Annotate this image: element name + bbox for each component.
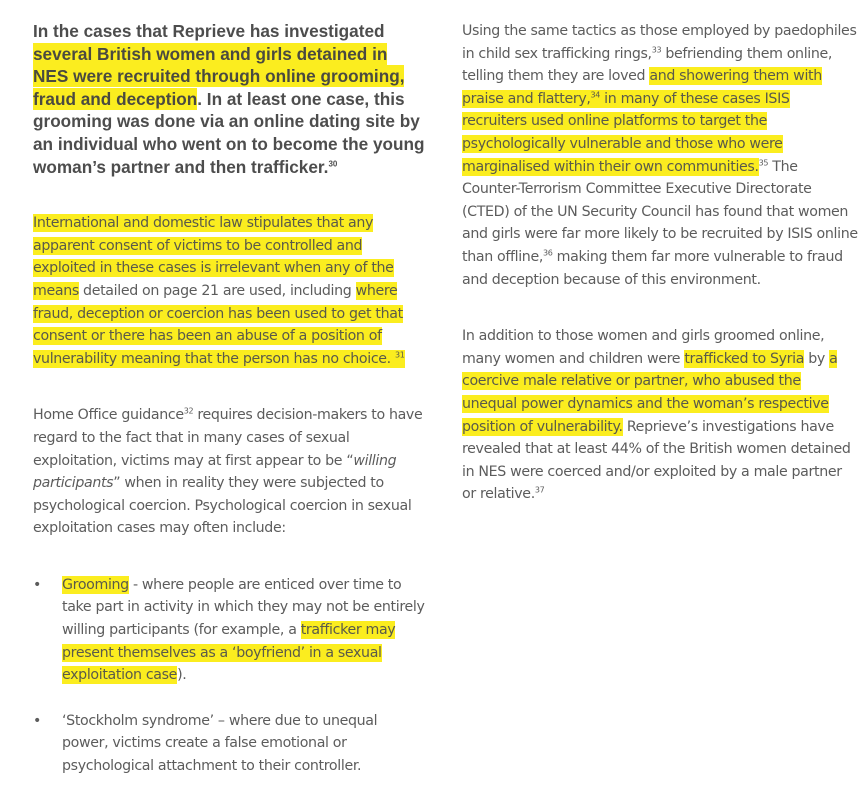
guidance-emphasis: willing participants: [33, 452, 397, 492]
consent-paragraph: [33, 212, 425, 370]
guidance-text-end: ” when in reality they were subjected to psychological coercion. Psychological coercion in sexual exploitation cases may often include:: [33, 475, 412, 537]
footnote-ref: 36: [542, 248, 553, 258]
coercion-list: [33, 574, 425, 778]
list-item: [33, 710, 425, 778]
cted-text: The Counter-Terrorism Committee Executive Directorate (CTED) of the UN Security Council has found that women and girls were far more likely to be recruited by ISIS online than offline,: [462, 158, 858, 265]
cted-text-end: making them far more vulnerable to fraud and deception because of this environment.: [462, 248, 843, 288]
footnote-ref: 35: [758, 157, 769, 167]
platforms-highlight: in many of these cases ISIS recruiters used online platforms to target the psychologically vulnerable and those who were marginalised within their own communities.: [462, 90, 790, 175]
trafficked-text-start: In addition to those women and girls groomed online, many women and children were: [462, 328, 825, 367]
lead-paragraph: [33, 20, 425, 178]
guidance-paragraph: [33, 404, 425, 540]
guidance-text-mid: requires decision-makers to have regard to the fact that in many cases of sexual exploitation, victims may at first appear to be “: [33, 407, 423, 469]
tactics-text-mid: befriending them online, telling them they are loved: [462, 45, 833, 85]
consent-highlight-2: where fraud, deception or coercion has been used to get that consent or there has been an abuse of a position of vulnerability meaning that the person has no choice.: [33, 282, 403, 367]
tactics-text-start: Using the same tactics as those employed by paedophiles in child sex trafficking rings,: [462, 23, 857, 62]
consent-text: detailed on page 21 are used, including: [78, 282, 356, 299]
guidance-text-start: Home Office guidance: [33, 407, 184, 424]
grooming-text-end: ).: [177, 667, 187, 684]
consent-highlight-1: International and domestic law stipulates that any apparent consent of victims to be controlled and exploited in these cases is irrelevant when any of the means: [33, 215, 394, 299]
lead-highlight: several British women and girls detained in NES were recruited through online grooming, fraud and deception: [33, 43, 405, 109]
grooming-text: - where people are enticed over time to take part in activity in which they may not be entirely willing participants (for example, a: [62, 576, 425, 639]
boyfriend-highlight: trafficker may present themselves as a ‘boyfriend’ in a sexual exploitation case: [62, 622, 396, 684]
lead-text-start: In the cases that Reprieve has investigated: [33, 21, 385, 41]
right-column: [462, 0, 858, 506]
footnote-ref: 30: [328, 158, 338, 168]
bullet-icon: •: [33, 712, 42, 729]
lead-text-end: . In at least one case, this grooming was done via an online dating site by an individual who went on to become the young woman’s partner and then trafficker.: [33, 88, 425, 177]
footnote-ref: 32: [183, 406, 194, 416]
footnote-ref: 37: [534, 485, 545, 495]
left-column: [33, 0, 425, 801]
tactics-paragraph: [462, 20, 858, 291]
trafficked-paragraph: [462, 325, 858, 506]
investigations-text: Reprieve’s investigations have revealed that at least 44% of the British women detained in NES were coerced and/or exploited by a male partner or relative.: [462, 418, 851, 503]
footnote-ref: 31: [395, 349, 405, 359]
stockholm-text: ‘Stockholm syndrome’ – where due to unequal power, victims create a false emotional or psychological attachment to their controller.: [62, 712, 378, 775]
syria-highlight: trafficked to Syria: [684, 350, 805, 367]
bullet-icon: •: [33, 576, 42, 593]
footnote-ref: 33: [651, 44, 662, 54]
trafficked-text-by: by: [804, 350, 830, 367]
flattery-highlight: and showering them with praise and flattery,: [462, 68, 822, 107]
footnote-ref: 34: [590, 90, 601, 100]
list-item: [33, 574, 425, 687]
coercive-highlight: a coercive male relative or partner, who abused the unequal power dynamics and the woman’s respective position of vulnerability.: [462, 350, 838, 435]
grooming-highlight: Grooming: [62, 576, 129, 593]
